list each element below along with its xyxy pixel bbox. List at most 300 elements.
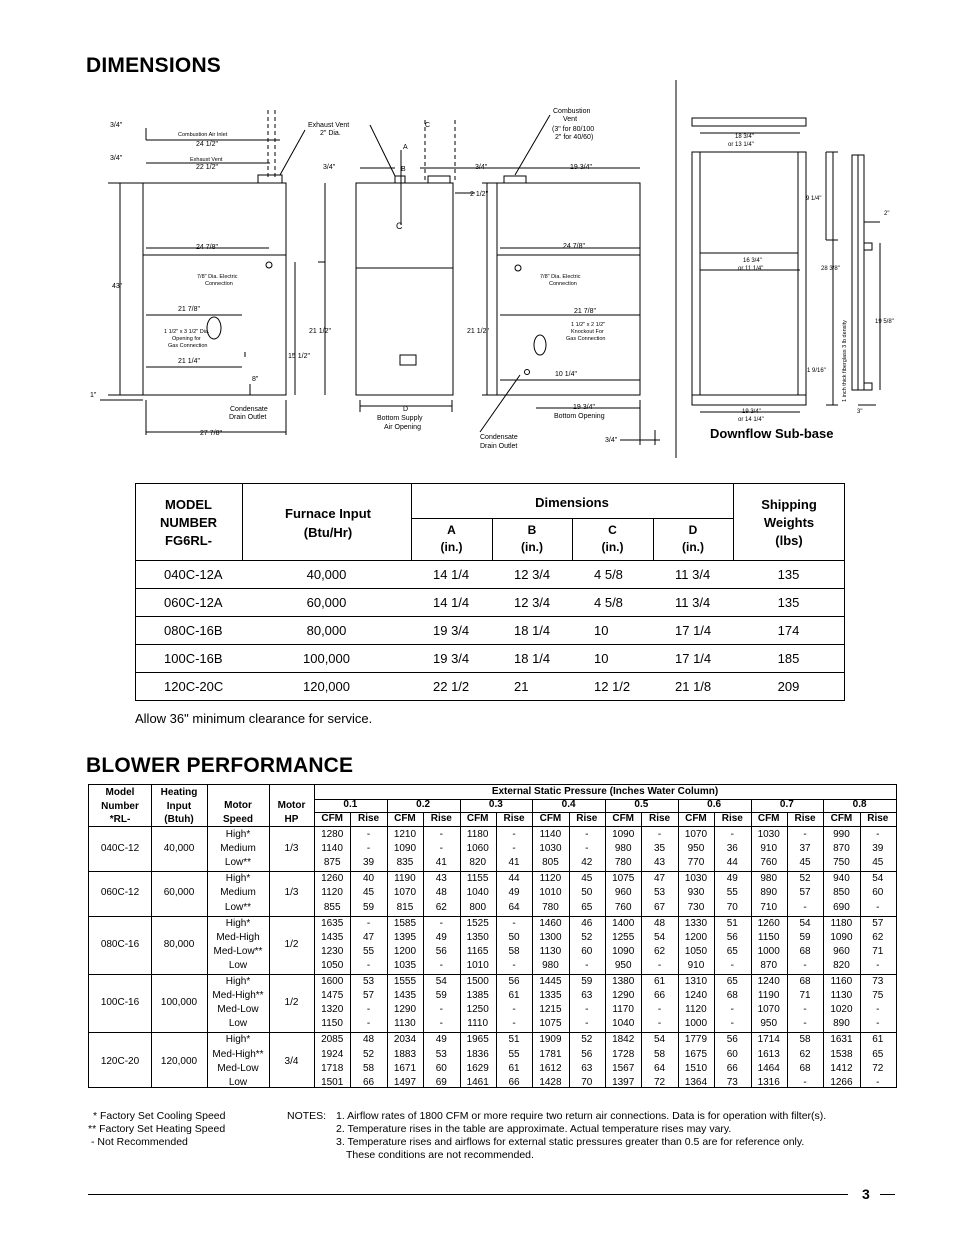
speed-cell: Med-Low — [217, 1004, 259, 1016]
dimensions-cell: 12 1/2 — [594, 679, 631, 694]
esp-header: External Static Pressure (Inches Water Column) — [491, 786, 719, 797]
value-cell: 65 — [726, 976, 738, 987]
rule — [89, 871, 896, 872]
value-cell: 50 — [508, 931, 520, 943]
value-cell: 43 — [435, 873, 447, 885]
value-cell: 61 — [508, 990, 520, 1002]
dimensions-cell: 120,000 — [303, 679, 350, 694]
value-cell: 800 — [469, 901, 487, 913]
value-cell: 62 — [799, 1048, 811, 1060]
model-header: MODEL NUMBER FG6RL- — [160, 497, 218, 548]
value-cell: 1290 — [393, 1004, 417, 1016]
value-cell: 870 — [760, 959, 778, 971]
value-cell: 52 — [363, 1048, 375, 1060]
value-cell: 57 — [872, 917, 884, 929]
value-cell: 65 — [726, 945, 738, 957]
value-cell: 58 — [363, 1062, 375, 1074]
value-cell: - — [803, 829, 807, 840]
value-cell: 54 — [654, 1034, 666, 1046]
model-cell: 120C-20 — [100, 1055, 140, 1067]
dimensions-cell: 18 1/4 — [514, 623, 551, 638]
value-cell: 980 — [542, 959, 559, 971]
value-cell: 72 — [654, 1076, 666, 1088]
value-cell: 56 — [726, 1034, 738, 1046]
value-cell: 1130 — [539, 945, 562, 957]
value-cell: - — [730, 1018, 734, 1030]
dimensions-cell: 135 — [777, 567, 800, 582]
input-cell: 100,000 — [160, 997, 198, 1009]
value-cell: 1836 — [466, 1048, 489, 1060]
value-cell: 1675 — [684, 1048, 708, 1060]
value-cell: - — [803, 1018, 807, 1030]
value-cell: 39 — [363, 857, 375, 869]
value-cell: - — [657, 829, 662, 840]
value-cell: 53 — [435, 1048, 447, 1060]
value-cell: 1380 — [612, 976, 635, 987]
value-cell: 1567 — [612, 1062, 635, 1074]
value-cell: 835 — [396, 857, 414, 869]
dim-label: 1 9/16" — [807, 368, 826, 374]
dim-label: 18 3/4" — [735, 134, 754, 140]
dimensions-cell: 40,000 — [306, 567, 347, 582]
value-cell: - — [439, 843, 443, 855]
value-cell: 1160 — [830, 976, 853, 987]
value-cell: 62 — [435, 901, 447, 913]
dim-label: Bottom Opening — [554, 413, 605, 420]
value-cell: - — [512, 1018, 516, 1030]
dim-label: 19 3/4" — [573, 404, 595, 411]
dim-label: 21 1/2" — [467, 328, 489, 335]
vrule — [151, 785, 152, 1087]
rise-header: Rise — [576, 813, 598, 824]
value-cell: 1497 — [393, 1076, 417, 1088]
dimensions-cell: 19 3/4 — [433, 651, 470, 666]
value-cell: - — [585, 843, 589, 855]
value-cell: - — [876, 1004, 880, 1016]
value-cell: 66 — [654, 990, 666, 1002]
value-cell: 1924 — [321, 1048, 344, 1060]
value-cell: 1364 — [684, 1076, 708, 1088]
value-cell: 58 — [508, 945, 520, 957]
value-cell: 67 — [654, 901, 666, 913]
value-cell: 1428 — [539, 1076, 562, 1088]
blower-performance-table — [88, 784, 897, 1088]
dim-label: Combustion — [553, 108, 591, 115]
value-cell: - — [876, 1076, 880, 1088]
dim-label: Combustion Air Inlet — [178, 132, 228, 138]
value-cell: 1883 — [393, 1048, 417, 1060]
value-cell: 63 — [581, 1062, 593, 1074]
speed-header: Motor Speed — [222, 800, 253, 825]
value-cell: 1412 — [830, 1062, 853, 1074]
subbase-label: Downflow Sub-base — [710, 426, 834, 441]
value-cell: 50 — [581, 887, 593, 899]
speed-cell: High* — [225, 873, 251, 885]
value-cell: 60 — [581, 945, 593, 957]
value-cell: 1350 — [466, 931, 489, 943]
notes: 1. Airflow rates of 1800 CFM or more require two return air connections. Data is for operation with filter(s). 2. Temperature rises in the table are approximate. Actual temperature rises may vary. 3. Temperature rises and airflows for external static pressures greater than 0.5 are for reference only. These conditions are not recommended. — [336, 1110, 827, 1161]
dimensions-cell: 21 — [514, 679, 529, 694]
value-cell: 1475 — [321, 990, 344, 1002]
dim-label: 8" — [252, 376, 259, 383]
value-cell: 40 — [363, 873, 375, 885]
value-cell: - — [657, 1004, 662, 1016]
value-cell: - — [439, 829, 443, 840]
speed-cell: High* — [225, 976, 251, 987]
dim-label: 1 1/2" x 2 1/2" — [571, 322, 606, 328]
cfm-header: CFM — [321, 813, 344, 824]
value-cell: 1631 — [830, 1034, 853, 1046]
speed-cell: Med-Low — [217, 1062, 259, 1074]
value-cell: 1180 — [466, 829, 489, 840]
value-cell: - — [876, 1018, 880, 1030]
value-cell: 1140 — [321, 843, 343, 855]
value-cell: 59 — [363, 901, 375, 913]
input-cell: 60,000 — [163, 887, 195, 899]
value-cell: 1629 — [466, 1062, 489, 1074]
value-cell: 47 — [654, 873, 666, 885]
dimensions-cell: 12 3/4 — [514, 567, 551, 582]
dim-label: 7/8" Dia. Electric — [540, 274, 581, 280]
value-cell: 53 — [654, 887, 666, 899]
value-cell: 55 — [508, 1048, 520, 1060]
dimensions-cell: 209 — [777, 679, 800, 694]
value-cell: 60 — [872, 887, 884, 899]
value-cell: 65 — [581, 901, 593, 913]
value-cell: - — [512, 843, 516, 855]
dim-label: Gas Connection — [168, 343, 208, 349]
cfm-header: CFM — [612, 813, 635, 824]
dim-label: (3" for 80/100 — [552, 126, 595, 133]
value-cell: 1070 — [684, 829, 708, 840]
value-cell: 890 — [760, 887, 778, 899]
value-cell: 47 — [363, 931, 375, 943]
value-cell: - — [366, 959, 371, 971]
value-cell: 59 — [799, 931, 811, 943]
dim-label: C — [425, 122, 431, 129]
value-cell: 1600 — [321, 976, 344, 987]
value-cell: 1728 — [612, 1048, 635, 1060]
dimensions-cell: 17 1/4 — [675, 651, 712, 666]
value-cell: 1240 — [684, 990, 708, 1002]
cfm-header: CFM — [394, 813, 416, 824]
cfm-header: CFM — [685, 813, 707, 824]
pressure-header: 0.5 — [634, 799, 649, 810]
dim-label: 3/4" — [110, 122, 123, 129]
value-cell: 820 — [833, 959, 850, 971]
value-cell: 36 — [726, 843, 738, 855]
value-cell: 62 — [872, 931, 884, 943]
value-cell: 1266 — [830, 1076, 853, 1088]
value-cell: 950 — [687, 843, 705, 855]
heating-header: Heating Input (Btuh) — [160, 787, 198, 825]
dim-label: 43" — [112, 283, 123, 290]
speed-cell: Low** — [224, 857, 252, 869]
rule — [89, 974, 896, 975]
dimension-subheaders: A (in.) B (in.) C (in.) D (in.) — [440, 523, 704, 554]
value-cell: 56 — [726, 931, 738, 943]
value-cell: 1060 — [466, 843, 489, 855]
dimensions-cell: 11 3/4 — [675, 567, 711, 582]
model-cell: 060C-12 — [100, 887, 140, 899]
pressure-header: 0.4 — [561, 799, 576, 810]
rise-header: Rise — [649, 813, 671, 824]
value-cell: 1190 — [757, 990, 780, 1002]
dim-label: Vent — [563, 116, 578, 123]
value-cell: 1155 — [466, 873, 489, 885]
value-cell: 1070 — [393, 887, 417, 899]
value-cell: 1020 — [830, 1004, 853, 1016]
value-cell: 56 — [581, 1048, 593, 1060]
dimensions-cell: 21 1/8 — [675, 679, 712, 694]
value-cell: 1050 — [684, 945, 708, 957]
value-cell: 1501 — [321, 1076, 344, 1088]
dim-label: 3/4" — [475, 164, 488, 171]
value-cell: 73 — [726, 1076, 738, 1088]
value-cell: 1030 — [539, 843, 562, 855]
dim-label: Air Opening — [384, 424, 421, 431]
value-cell: 750 — [833, 857, 850, 869]
value-cell: 1779 — [684, 1034, 708, 1046]
value-cell: 1150 — [321, 1018, 343, 1030]
dim-label: Bottom Supply — [377, 415, 423, 422]
value-cell: 1385 — [466, 990, 489, 1002]
value-cell: 1130 — [830, 990, 853, 1002]
value-cell: 1075 — [539, 1018, 562, 1030]
dim-label: 2" for 40/60) — [555, 134, 594, 141]
dimensions-cell: 14 1/4 — [433, 595, 470, 610]
dim-label: 7/8" Dia. Electric — [197, 274, 238, 280]
value-cell: 35 — [654, 843, 666, 855]
dimensions-cell: 120C-20C — [164, 679, 224, 694]
value-cell: 1010 — [466, 959, 489, 971]
legend: * Factory Set Cooling Speed ** Factory Set Heating Speed - Not Recommended — [88, 1110, 226, 1148]
value-cell: 820 — [469, 857, 487, 869]
blower-title: BLOWER PERFORMANCE — [86, 754, 354, 777]
value-cell: - — [657, 959, 662, 971]
value-cell: 1250 — [466, 1004, 489, 1016]
speed-cell: Low** — [224, 901, 252, 913]
value-cell: 1090 — [612, 945, 635, 957]
dimensions-title: DIMENSIONS — [86, 54, 222, 77]
value-cell: 1290 — [612, 990, 635, 1002]
value-cell: 1040 — [612, 1018, 635, 1030]
value-cell: 39 — [872, 843, 884, 855]
value-cell: 54 — [872, 873, 884, 885]
pressure-header: 0.1 — [343, 799, 358, 810]
speed-cell: Med-High** — [212, 990, 264, 1002]
rise-header: Rise — [721, 813, 743, 824]
value-cell: 1510 — [684, 1062, 708, 1074]
speed-cell: High* — [225, 917, 251, 929]
value-cell: 850 — [833, 887, 850, 899]
value-cell: 1120 — [539, 873, 562, 885]
input-cell: 80,000 — [163, 938, 195, 950]
value-cell: 1030 — [757, 829, 780, 840]
value-cell: 950 — [614, 959, 632, 971]
value-cell: 52 — [799, 873, 811, 885]
value-cell: 875 — [323, 857, 341, 869]
value-cell: 1718 — [321, 1062, 344, 1074]
value-cell: 1165 — [466, 945, 489, 957]
value-cell: 1500 — [466, 976, 489, 987]
value-cell: - — [876, 829, 880, 840]
dim-label: 27 7/8" — [200, 430, 222, 437]
speed-cell: High* — [225, 829, 251, 840]
dim-label: D — [403, 406, 409, 413]
dim-label: 2" Dia. — [320, 130, 341, 137]
value-cell: 1120 — [685, 1004, 707, 1016]
value-cell: 1035 — [393, 959, 417, 971]
dim-label: Condensate — [480, 434, 518, 441]
value-cell: 1320 — [321, 1004, 344, 1016]
value-cell: 42 — [581, 857, 593, 869]
value-cell: - — [803, 901, 807, 913]
value-cell: 1200 — [684, 931, 708, 943]
speed-cell: Medium — [220, 843, 256, 855]
cfm-header: CFM — [466, 813, 489, 824]
value-cell: 48 — [363, 1034, 375, 1046]
value-cell: 65 — [872, 1048, 884, 1060]
value-cell: 49 — [435, 1034, 447, 1046]
value-cell: 950 — [760, 1018, 778, 1030]
value-cell: 780 — [542, 901, 559, 913]
value-cell: 51 — [508, 1034, 520, 1046]
footer-rule — [88, 1194, 848, 1195]
value-cell: 46 — [581, 917, 593, 929]
value-cell: - — [366, 843, 371, 855]
value-cell: 1090 — [830, 931, 853, 943]
dimensions-cell: 4 5/8 — [594, 595, 623, 610]
value-cell: 1445 — [539, 976, 562, 987]
dim-label: 15 1/2" — [288, 353, 310, 360]
speed-cell: High* — [225, 1034, 251, 1046]
dim-label: 19 3/4" — [742, 409, 761, 415]
dim-label: 3/4" — [323, 164, 336, 171]
dimensions-cell: 185 — [777, 651, 800, 666]
dim-label: 3/4" — [110, 155, 123, 162]
speed-cell: Med-Low** — [213, 945, 263, 957]
dimensions-cell: 17 1/4 — [675, 623, 712, 638]
value-cell: 64 — [654, 1062, 666, 1074]
value-cell: 1050 — [321, 959, 344, 971]
dimensions-cell: 11 3/4 — [675, 595, 711, 610]
speed-cell: Low — [228, 1018, 248, 1030]
value-cell: 68 — [726, 990, 738, 1002]
value-cell: 49 — [508, 887, 520, 899]
dimensions-cell: 22 1/2 — [433, 679, 470, 694]
dim-label: 19 5/8" — [875, 319, 894, 325]
dimensions-row — [135, 589, 844, 617]
hp-cell: 1/3 — [284, 843, 299, 855]
value-cell: 68 — [799, 976, 811, 987]
dim-label: Drain Outlet — [480, 443, 518, 450]
value-cell: 66 — [508, 1076, 520, 1088]
value-cell: 71 — [799, 990, 811, 1002]
value-cell: 44 — [726, 857, 738, 869]
value-cell: 990 — [833, 829, 850, 840]
speed-cell: Med-High** — [212, 1048, 264, 1060]
value-cell: 62 — [654, 945, 666, 957]
value-cell: 70 — [581, 1076, 593, 1088]
value-cell: - — [439, 959, 443, 971]
value-cell: 1714 — [757, 1034, 780, 1046]
pressure-header: 0.8 — [852, 799, 867, 810]
dim-label: Exhaust Vent — [308, 122, 350, 129]
dimensions-cell: 040C-12A — [164, 567, 223, 582]
rise-header: Rise — [358, 813, 380, 824]
value-cell: 870 — [833, 843, 850, 855]
value-cell: 51 — [726, 917, 738, 929]
value-cell: 1330 — [684, 917, 708, 929]
value-cell: 1030 — [684, 873, 708, 885]
value-cell: 54 — [435, 976, 447, 987]
model-cell: 080C-16 — [100, 938, 140, 950]
value-cell: 1260 — [757, 917, 780, 929]
value-cell: - — [585, 1004, 589, 1016]
value-cell: - — [803, 959, 807, 971]
value-cell: 72 — [872, 1062, 884, 1074]
pressure-header: 0.6 — [707, 799, 722, 810]
dimensions-cell: 060C-12A — [164, 595, 223, 610]
value-cell: 56 — [435, 945, 447, 957]
value-cell: 1255 — [612, 931, 635, 943]
rise-header: Rise — [794, 813, 816, 824]
value-cell: 1909 — [539, 1034, 562, 1046]
value-cell: 730 — [687, 901, 705, 913]
value-cell: 1070 — [757, 1004, 780, 1016]
value-cell: 1200 — [393, 945, 417, 957]
dimensions-diagram — [80, 95, 894, 465]
value-cell: 54 — [799, 917, 811, 929]
value-cell: 910 — [760, 843, 778, 855]
value-cell: 805 — [542, 857, 559, 869]
value-cell: 1310 — [684, 976, 708, 987]
value-cell: 1190 — [394, 873, 416, 885]
hp-header: Motor HP — [277, 800, 306, 825]
value-cell: 1635 — [321, 917, 344, 929]
value-cell: 855 — [323, 901, 341, 913]
value-cell: 1435 — [393, 990, 417, 1002]
dim-label: Exhaust Vent — [190, 157, 223, 163]
cfm-header: CFM — [830, 813, 853, 824]
speed-cell: Med-High — [216, 931, 260, 943]
value-cell: 1464 — [757, 1062, 780, 1074]
value-cell: 41 — [435, 857, 447, 869]
dimensions-cell: 4 5/8 — [594, 567, 623, 582]
value-cell: 66 — [726, 1062, 738, 1074]
value-cell: 61 — [508, 1062, 520, 1074]
value-cell: 1120 — [321, 887, 343, 899]
value-cell: 940 — [833, 873, 850, 885]
value-cell: - — [730, 829, 734, 840]
value-cell: - — [876, 901, 880, 913]
value-cell: 69 — [435, 1076, 447, 1088]
hp-cell: 1/2 — [284, 997, 299, 1009]
dim-label: 1" — [90, 392, 97, 399]
value-cell: 1335 — [539, 990, 562, 1002]
dimensions-cell: 10 — [594, 651, 609, 666]
value-cell: - — [512, 829, 516, 840]
value-cell: 64 — [508, 901, 520, 913]
value-cell: 1671 — [393, 1062, 417, 1074]
value-cell: - — [585, 1018, 589, 1030]
value-cell: - — [730, 959, 734, 971]
value-cell: - — [730, 1004, 734, 1016]
dim-label: or 11 1/4" — [738, 266, 764, 272]
model-cell: 040C-12 — [100, 843, 140, 855]
value-cell: 2034 — [393, 1034, 417, 1046]
